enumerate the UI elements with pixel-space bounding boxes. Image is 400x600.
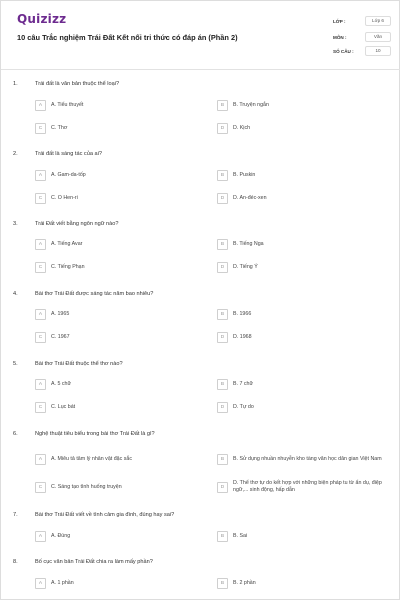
- option-letter: B: [217, 578, 228, 589]
- question-text: Nghệ thuật tiêu biểu trong bài thơ Trái Đất là gì?: [35, 431, 155, 437]
- answer-option[interactable]: [217, 260, 393, 275]
- option-text: D. Tiếng Ý: [233, 264, 258, 270]
- option-letter: A: [35, 100, 46, 111]
- option-text: D. 1968: [233, 334, 252, 340]
- question-text: Bố cục văn bản Trái Đất chia ra làm mấy phần?: [35, 559, 153, 565]
- option-text: B. Sai: [233, 533, 248, 539]
- option-letter: C: [35, 332, 46, 343]
- answer-option[interactable]: [217, 400, 393, 415]
- answer-option[interactable]: [35, 121, 207, 136]
- answer-option[interactable]: [217, 377, 393, 392]
- answer-option[interactable]: [35, 400, 207, 415]
- option-text: D. An-đéc-xen: [233, 195, 267, 201]
- count-row: [333, 46, 393, 56]
- answer-option[interactable]: [35, 447, 207, 471]
- subject-value: Văn: [365, 32, 391, 42]
- option-letter: D: [217, 482, 228, 493]
- option-letter: D: [217, 262, 228, 273]
- question-number: 8.: [13, 559, 18, 565]
- answer-option[interactable]: [35, 168, 207, 183]
- answer-option[interactable]: [217, 191, 393, 206]
- option-letter: A: [35, 239, 46, 250]
- option-text: B. 2 phần: [233, 580, 256, 586]
- option-letter: C: [35, 482, 46, 493]
- option-letter: A: [35, 379, 46, 390]
- option-letter: A: [35, 531, 46, 542]
- option-text: B. Truyện ngắn: [233, 102, 269, 108]
- answer-option[interactable]: [35, 237, 207, 252]
- option-text: D. Thể thơ tự do kết hợp với những biện pháp tu từ ẩn dụ, điệp ngữ,... sinh động, hấp dẫn: [233, 480, 382, 493]
- class-row: [333, 16, 393, 26]
- option-letter: B: [217, 379, 228, 390]
- option-text: A. Miêu tả tâm lý nhân vật đặc sắc: [51, 455, 132, 462]
- quizizz-logo: Quizizz: [17, 12, 67, 26]
- question-number: 6.: [13, 431, 18, 437]
- answer-option[interactable]: [35, 260, 207, 275]
- answer-option[interactable]: [35, 475, 207, 499]
- answer-option[interactable]: [217, 447, 393, 471]
- option-letter: B: [217, 309, 228, 320]
- option-text: C. Sáng tạo tình huống truyện: [51, 483, 122, 490]
- answer-option[interactable]: [35, 330, 207, 345]
- answer-option[interactable]: [35, 98, 207, 113]
- option-letter: C: [35, 193, 46, 204]
- question-number: 5.: [13, 361, 18, 367]
- question-number: 1.: [13, 81, 18, 87]
- option-text: C. O Hen-ri: [51, 195, 78, 201]
- option-text: C. Tiếng Phạn: [51, 264, 85, 270]
- option-text: C. 1967: [51, 334, 70, 340]
- answer-option[interactable]: [217, 475, 393, 499]
- option-text: A. Tiếng Avar: [51, 241, 83, 247]
- option-letter: C: [35, 123, 46, 134]
- option-text: C. Thơ: [51, 125, 68, 131]
- question-text: Trái Đất viết bằng ngôn ngữ nào?: [35, 221, 119, 227]
- option-text: A. Tiểu thuyết: [51, 102, 84, 108]
- answer-option[interactable]: [217, 98, 393, 113]
- option-letter: B: [217, 239, 228, 250]
- option-text: C. Lục bát: [51, 404, 76, 410]
- question-text: Bài thơ Trái Đất viết về tình cảm gia đình, đúng hay sai?: [35, 512, 175, 518]
- answer-option[interactable]: [35, 576, 207, 591]
- option-text: B. Sử dụng nhuần nhuyễn kho tàng văn học dân gian Việt Nam: [233, 455, 382, 462]
- option-letter: B: [217, 454, 228, 465]
- class-label: LỚP :: [333, 18, 346, 24]
- question-number: 3.: [13, 221, 18, 227]
- question-number: 4.: [13, 291, 18, 297]
- answer-option[interactable]: [217, 237, 393, 252]
- option-letter: D: [217, 402, 228, 413]
- answer-option[interactable]: [217, 121, 393, 136]
- answer-option[interactable]: [217, 307, 393, 322]
- question-number: 2.: [13, 151, 18, 157]
- option-text: A. 1965: [51, 311, 70, 317]
- answer-option[interactable]: [217, 330, 393, 345]
- option-text: D. Tự do: [233, 404, 254, 410]
- answer-option[interactable]: [35, 191, 207, 206]
- option-letter: C: [35, 262, 46, 273]
- option-text: B. Puskin: [233, 172, 256, 178]
- question-text: Trái đất là sáng tác của ai?: [35, 151, 102, 157]
- option-letter: A: [35, 170, 46, 181]
- answer-option[interactable]: [217, 576, 393, 591]
- subject-label: MÔN :: [333, 34, 347, 40]
- question-text: Bài thơ Trái Đất được sáng tác năm bao nhiêu?: [35, 291, 154, 297]
- option-text: A. 5 chữ: [51, 381, 72, 387]
- option-text: A. 1 phần: [51, 580, 74, 586]
- question-number: 7.: [13, 512, 18, 518]
- answer-option[interactable]: [217, 168, 393, 183]
- option-letter: D: [217, 332, 228, 343]
- option-letter: A: [35, 309, 46, 320]
- option-letter: B: [217, 531, 228, 542]
- option-text: D. Kịch: [233, 125, 251, 131]
- page-title: 10 câu Trắc nghiệm Trái Đất Kết nối tri thức có đáp án (Phần 2): [17, 33, 238, 42]
- option-letter: D: [217, 193, 228, 204]
- option-letter: A: [35, 578, 46, 589]
- subject-row: [333, 32, 393, 42]
- option-letter: A: [35, 454, 46, 465]
- option-letter: B: [217, 100, 228, 111]
- header-divider: [1, 69, 400, 70]
- option-text: A. Đúng: [51, 533, 71, 539]
- answer-option[interactable]: [35, 307, 207, 322]
- answer-option[interactable]: [35, 529, 207, 544]
- option-text: B. 1966: [233, 311, 252, 317]
- option-text: A. Gam-da-tốp: [51, 172, 86, 178]
- question-text: Bài thơ Trái Đất thuộc thể thơ nào?: [35, 361, 123, 367]
- count-value: 10: [365, 46, 391, 56]
- question-text: Trái đất là văn bản thuộc thể loại?: [35, 81, 120, 87]
- answer-option[interactable]: [35, 377, 207, 392]
- option-letter: D: [217, 123, 228, 134]
- option-letter: C: [35, 402, 46, 413]
- class-value: Lớp 6: [365, 16, 391, 26]
- answer-option[interactable]: [217, 529, 393, 544]
- option-text: B. 7 chữ: [233, 381, 254, 387]
- option-letter: B: [217, 170, 228, 181]
- option-text: B. Tiếng Nga: [233, 241, 264, 247]
- count-label: SỐ CÂU :: [333, 48, 354, 54]
